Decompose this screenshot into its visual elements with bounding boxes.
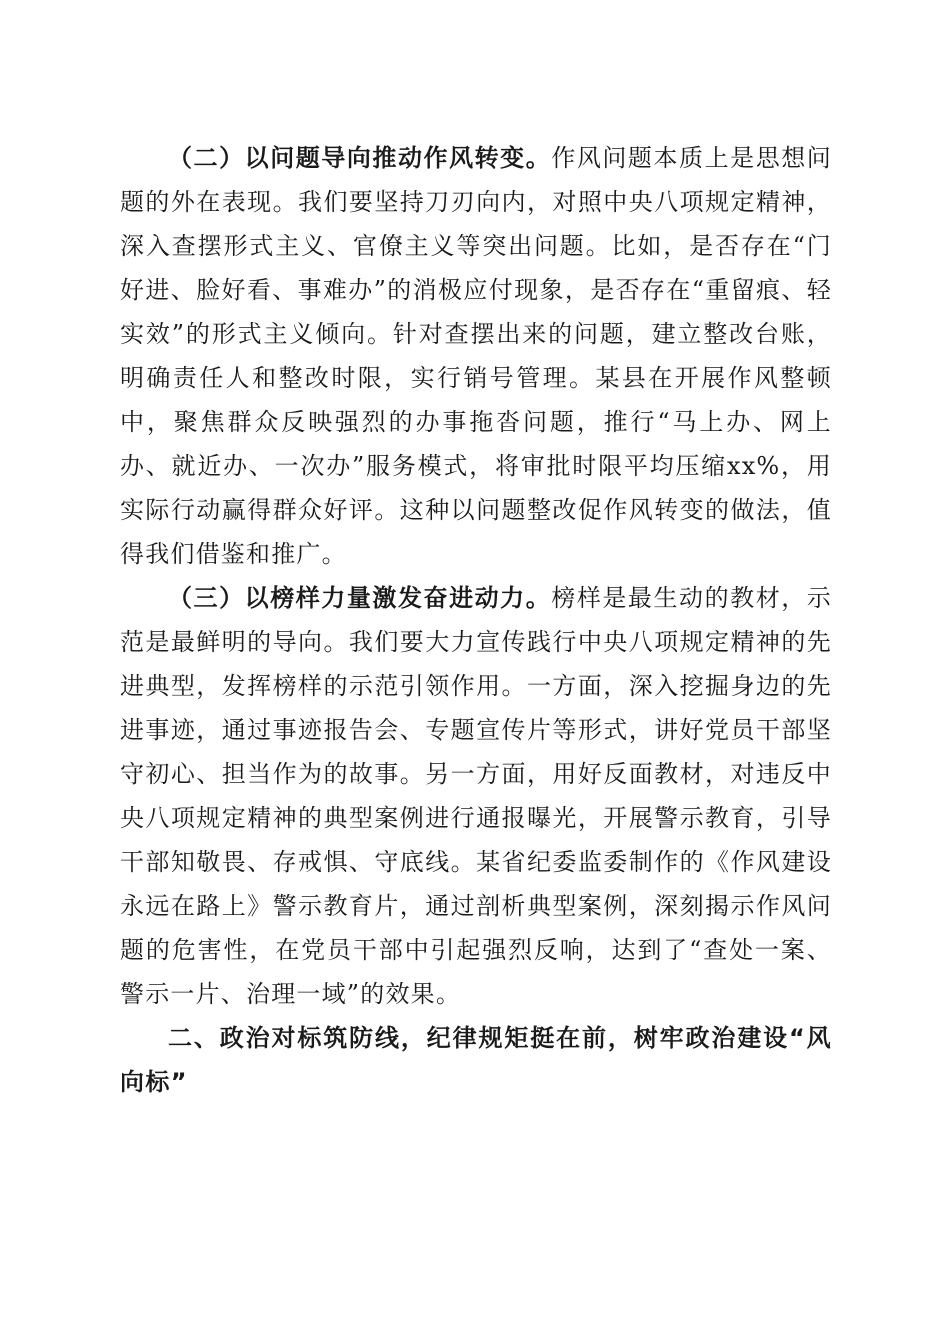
paragraph-2-lead: （二）以问题导向推动作风转变。 bbox=[168, 144, 552, 172]
section-heading: 二、政治对标筑防线，纪律规矩挺在前，树牢政治建设“风向标” bbox=[120, 1024, 832, 1096]
paragraph-3 bbox=[120, 576, 832, 1016]
paragraph-3-lead: （三）以榜样力量激发奋进动力。 bbox=[168, 584, 552, 612]
paragraph-3-body: 榜样是最生动的教材，示范是最鲜明的导向。我们要大力宣传践行中央八项规定精神的先进典型，发挥榜样的示范引领作用。一方面，深入挖掘身边的先进事迹，通过事迹报告会、专题宣传片等形式，讲好党员干部坚守初心、担当作为的故事。另一方面，用好反面教材，对违反中央八项规定精神的典型案例进行通报曝光，开展警示教育，引导干部知敬畏、存戒惧、守底线。某省纪委监委制作的《作风建设永远在路上》警示教育片，通过剖析典型案例，深刻揭示作风问题的危害性，在党员干部中引起强烈反响，达到了“查处一案、警示一片、治理一域”的效果。 bbox=[120, 584, 832, 1008]
paragraph-2-body: 作风问题本质上是思想问题的外在表现。我们要坚持刀刃向内，对照中央八项规定精神，深入查摆形式主义、官僚主义等突出问题。比如，是否存在“门好进、脸好看、事难办”的消极应付现象，是否存在“重留痕、轻实效”的形式主义倾向。针对查摆出来的问题，建立整改台账，明确责任人和整改时限，实行销号管理。某县在开展作风整顿中，聚焦群众反映强烈的办事拖沓问题，推行“马上办、网上办、就近办、一次办”服务模式，将审批时限平均压缩xx%，用实际行动赢得群众好评。这种以问题整改促作风转变的做法，值得我们借鉴和推广。 bbox=[120, 144, 832, 568]
document-body bbox=[120, 136, 832, 1104]
paragraph-2 bbox=[120, 136, 832, 576]
